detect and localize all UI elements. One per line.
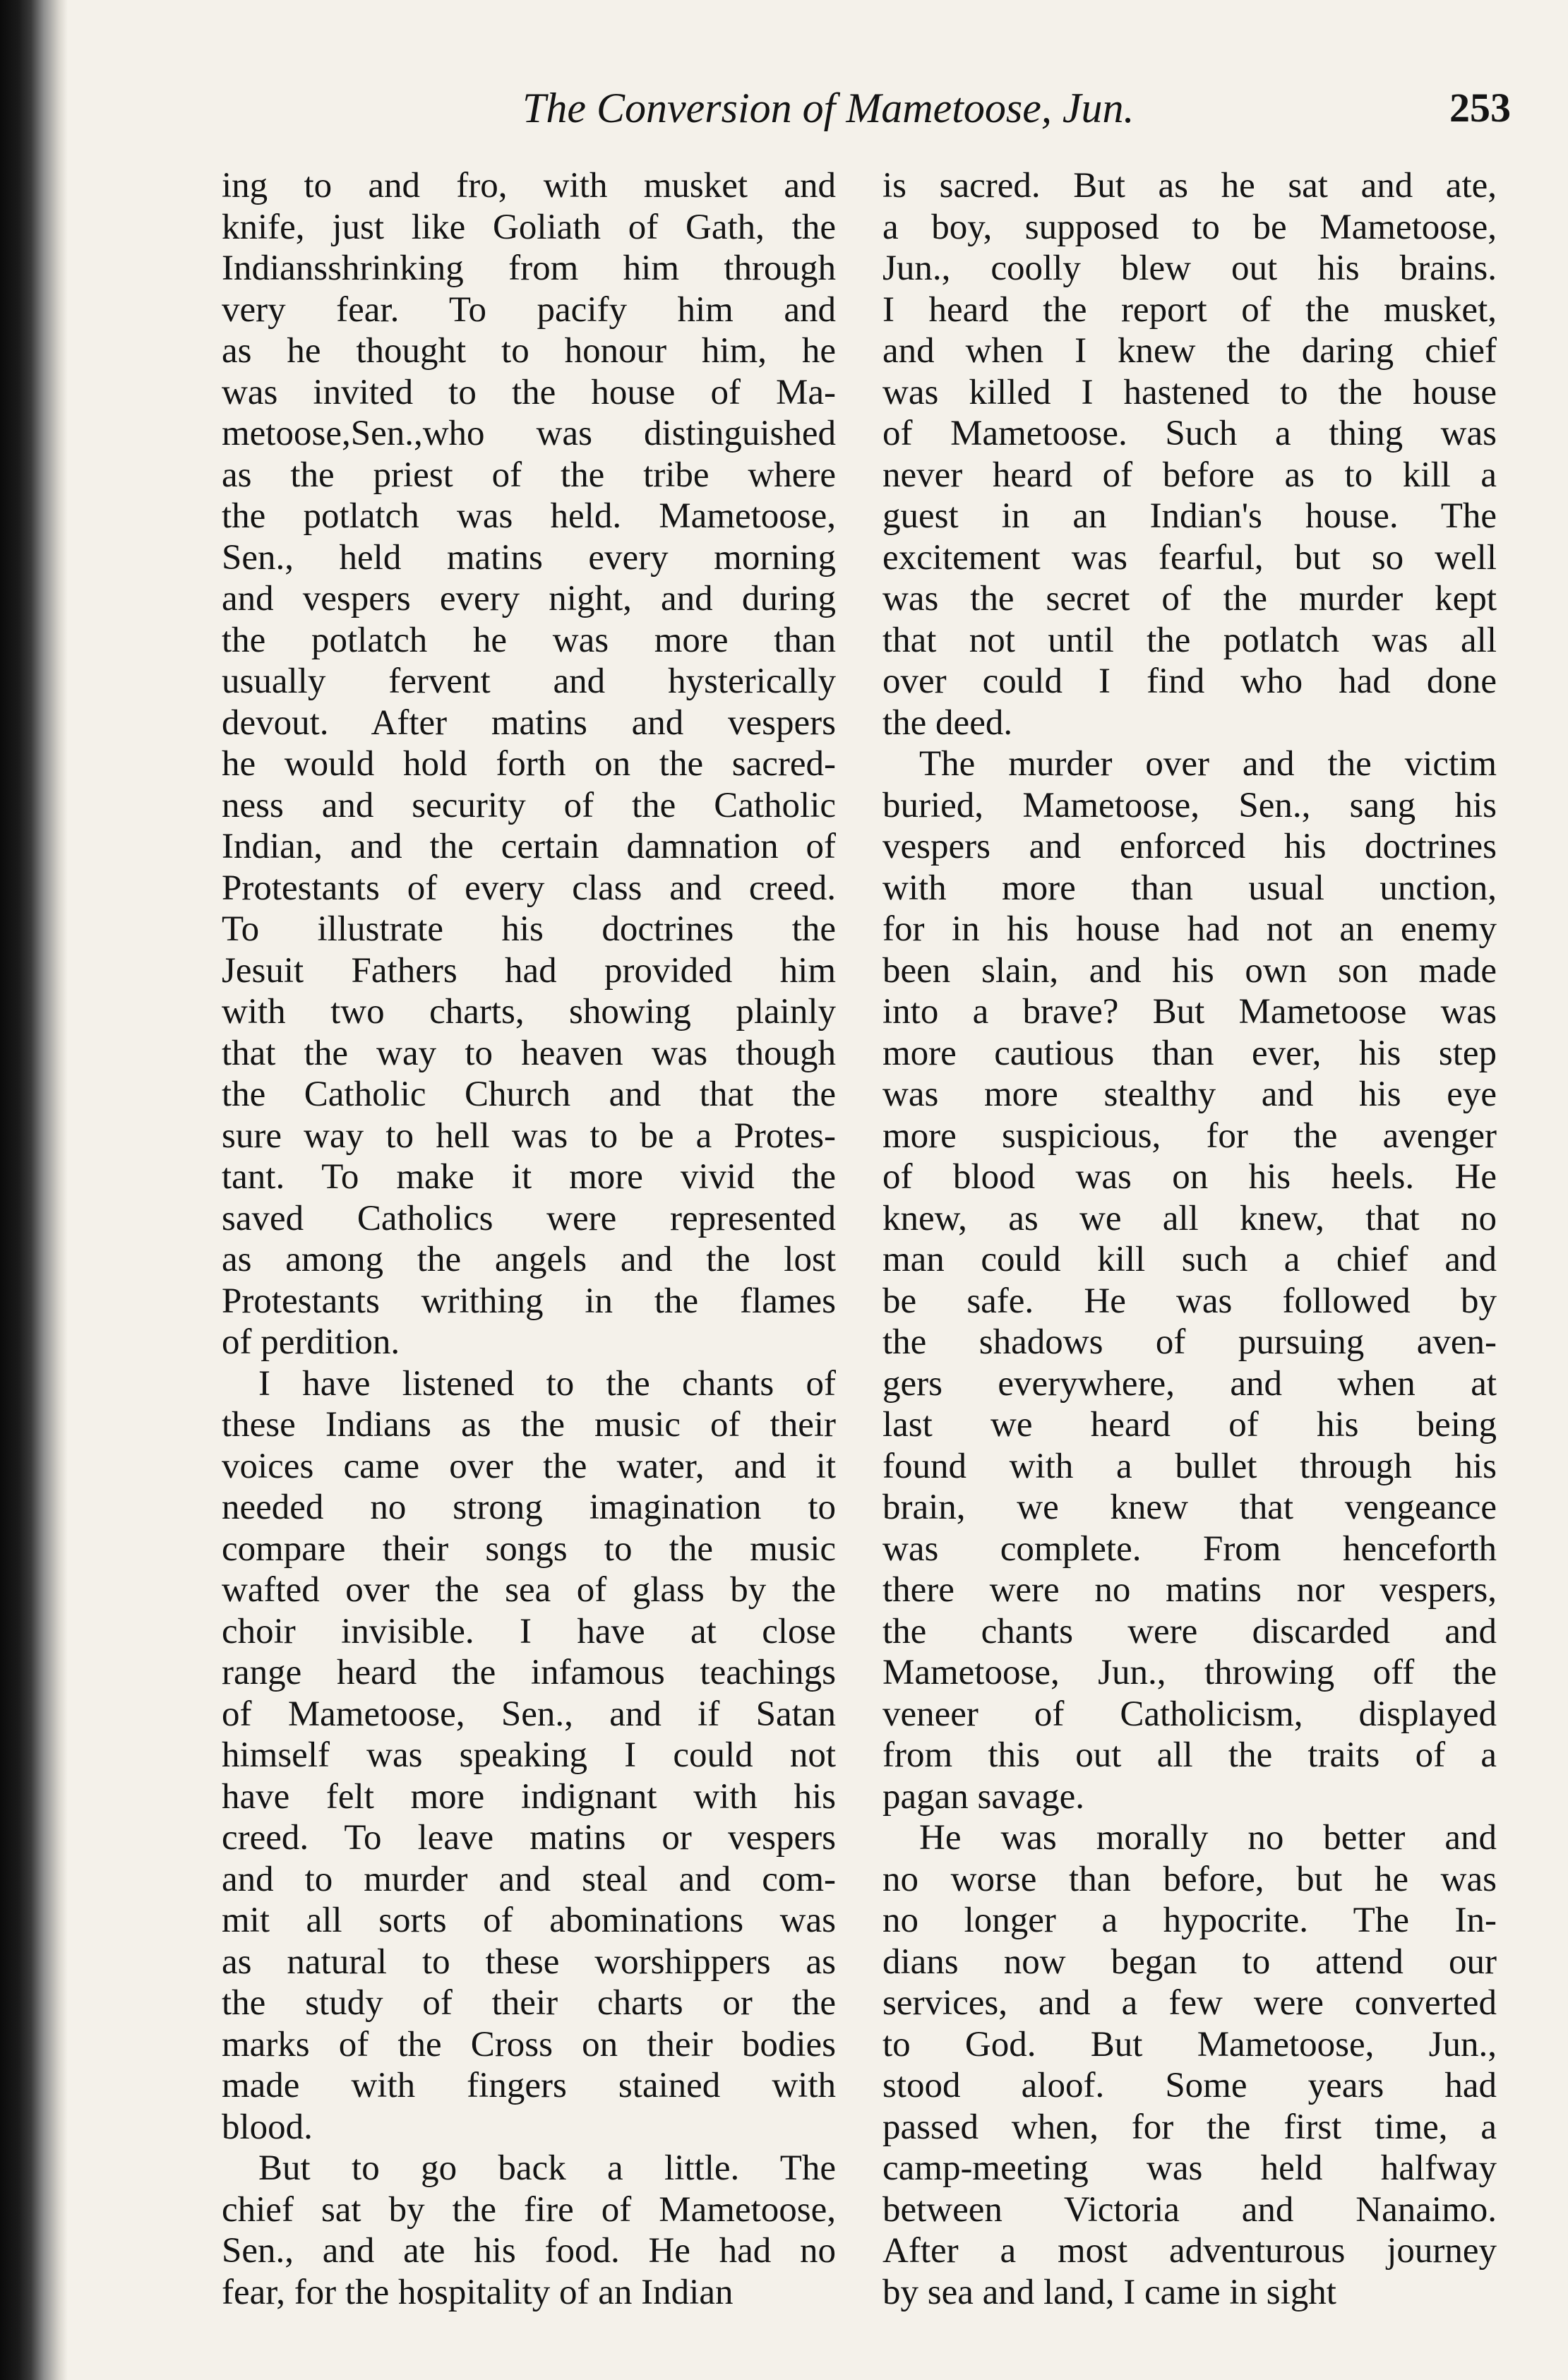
text-line: creed. To leave matins or vespers	[222, 1818, 836, 1858]
text-line: passed when, for the first time, a	[882, 2107, 1497, 2147]
right-text-column	[882, 165, 1497, 2313]
text-line: and when I knew the daring chief	[882, 331, 1497, 371]
text-line: into a brave? But Mametoose was	[882, 992, 1497, 1031]
text-line: very fear. To pacify him and	[222, 289, 836, 330]
text-line: of perdition.	[222, 1322, 400, 1362]
text-line: a boy, supposed to be Mametoose,	[882, 207, 1497, 247]
page-number: 253	[1449, 85, 1511, 131]
text-line: of blood was on his heels. He	[882, 1157, 1497, 1197]
text-line: of Mametoose, Sen., and if Satan	[222, 1694, 836, 1734]
text-line: services, and a few were converted	[882, 1983, 1497, 2023]
text-line: was killed I hastened to the house	[882, 372, 1497, 412]
text-line: been slain, and his own son made	[882, 950, 1497, 991]
text-line: have felt more indignant with his	[222, 1776, 836, 1817]
text-line: voices came over the water, and it	[222, 1446, 836, 1486]
text-line: Sen., held matins every morning	[222, 537, 836, 578]
text-line: man could kill such a chief and	[882, 1240, 1497, 1279]
text-line: tant. To make it more vivid the	[222, 1157, 836, 1197]
text-line: wafted over the sea of glass by the	[222, 1570, 836, 1610]
text-line: that the way to heaven was though	[222, 1033, 836, 1073]
text-line: himself was speaking I could not	[222, 1735, 836, 1775]
text-line: the potlatch he was more than	[222, 620, 836, 660]
text-line: as among the angels and the lost	[222, 1240, 836, 1279]
text-line: After a most adventurous journey	[882, 2231, 1497, 2271]
text-line: camp-meeting was held halfway	[882, 2148, 1497, 2188]
left-text-column	[222, 165, 836, 2313]
text-line: Indiansshrinking from him through	[222, 249, 836, 288]
text-line: of Mametoose. Such a thing was	[882, 414, 1497, 453]
text-line: ness and security of the Catholic	[222, 785, 836, 825]
text-line: marks of the Cross on their bodies	[222, 2024, 836, 2064]
text-line: metoose,Sen.,who was distinguished	[222, 414, 836, 453]
text-line: was more stealthy and his eye	[882, 1075, 1497, 1114]
text-line: was invited to the house of Ma-	[222, 372, 836, 412]
text-line: he would hold forth on the sacred-	[222, 744, 836, 784]
text-line: be safe. He was followed by	[882, 1281, 1497, 1321]
text-line: and vespers every night, and during	[222, 579, 836, 618]
text-line: more cautious than ever, his step	[882, 1033, 1497, 1073]
text-line: chief sat by the fire of Mametoose,	[222, 2189, 836, 2230]
text-line: to God. But Mametoose, Jun.,	[882, 2024, 1497, 2064]
text-line: the Catholic Church and that the	[222, 1075, 836, 1114]
text-line: was the secret of the murder kept	[882, 579, 1497, 618]
text-line: by sea and land, I came in sight	[882, 2272, 1336, 2312]
text-line: The murder over and the victim	[919, 744, 1497, 784]
text-line: with two charts, showing plainly	[222, 992, 836, 1031]
text-line: between Victoria and Nanaimo.	[882, 2189, 1497, 2230]
text-line: more suspicious, for the avenger	[882, 1116, 1497, 1156]
text-line: Mametoose, Jun., throwing off the	[882, 1653, 1497, 1692]
text-line: To illustrate his doctrines the	[222, 909, 836, 949]
text-line: the study of their charts or the	[222, 1983, 836, 2023]
text-line: from this out all the traits of a	[882, 1735, 1497, 1775]
text-line: Sen., and ate his food. He had no	[222, 2231, 836, 2271]
text-line: with more than usual unction,	[882, 868, 1497, 908]
text-line: knew, as we all knew, that no	[882, 1198, 1497, 1238]
text-line: found with a bullet through his	[882, 1446, 1497, 1486]
text-line: brain, we knew that vengeance	[882, 1488, 1497, 1527]
text-line: as he thought to honour him, he	[222, 331, 836, 371]
text-line: there were no matins nor vespers,	[882, 1570, 1497, 1610]
text-line: made with fingers stained with	[222, 2066, 836, 2105]
text-line: needed no strong imagination to	[222, 1488, 836, 1527]
text-line: compare their songs to the music	[222, 1529, 836, 1569]
text-line: excitement was fearful, but so well	[882, 537, 1497, 578]
text-line: the deed.	[882, 702, 1013, 743]
text-line: and to murder and steal and com-	[222, 1859, 836, 1899]
text-line: gers everywhere, and when at	[882, 1363, 1497, 1404]
text-line: dians now began to attend our	[882, 1942, 1497, 1982]
text-line: as the priest of the tribe where	[222, 455, 836, 495]
text-line: usually fervent and hysterically	[222, 662, 836, 701]
text-line: over could I find who had done	[882, 662, 1497, 701]
text-line: devout. After matins and vespers	[222, 702, 836, 743]
text-line: Protestants of every class and creed.	[222, 868, 836, 908]
text-line: fear, for the hospitality of an Indian	[222, 2272, 734, 2312]
text-line: as natural to these worshippers as	[222, 1942, 836, 1982]
text-line: Jun., coolly blew out his brains.	[882, 249, 1497, 288]
running-title: The Conversion of Mametoose, Jun.	[522, 85, 1135, 131]
text-line: range heard the infamous teachings	[222, 1653, 836, 1692]
text-line: the shadows of pursuing aven-	[882, 1322, 1497, 1362]
text-line: guest in an Indian's house. The	[882, 496, 1497, 536]
text-line: no longer a hypocrite. The In-	[882, 1901, 1497, 1940]
text-line: the potlatch was held. Mametoose,	[222, 496, 836, 536]
text-line: mit all sorts of abominations was	[222, 1901, 836, 1940]
text-line: for in his house had not an enemy	[882, 909, 1497, 949]
text-line: veneer of Catholicism, displayed	[882, 1694, 1497, 1734]
text-line: He was morally no better and	[919, 1818, 1497, 1858]
text-line: vespers and enforced his doctrines	[882, 827, 1497, 866]
text-line: these Indians as the music of their	[222, 1405, 836, 1445]
page-binding-edge	[0, 0, 68, 2380]
text-line: Jesuit Fathers had provided him	[222, 950, 836, 991]
text-line: I have listened to the chants of	[258, 1363, 836, 1404]
text-line: buried, Mametoose, Sen., sang his	[882, 785, 1497, 825]
text-line: no worse than before, but he was	[882, 1859, 1497, 1899]
text-line: I heard the report of the musket,	[882, 289, 1497, 330]
text-line: blood.	[222, 2107, 313, 2147]
text-line: saved Catholics were represented	[222, 1198, 836, 1238]
text-line: ing to and fro, with musket and	[222, 166, 836, 205]
text-line: the chants were discarded and	[882, 1611, 1497, 1651]
text-line: Indian, and the certain damnation of	[222, 827, 836, 866]
text-line: stood aloof. Some years had	[882, 2066, 1497, 2105]
page-header	[522, 76, 1511, 140]
text-line: But to go back a little. The	[258, 2148, 836, 2188]
text-line: was complete. From henceforth	[882, 1529, 1497, 1569]
text-line: last we heard of his being	[882, 1405, 1497, 1445]
text-line: knife, just like Goliath of Gath, the	[222, 207, 836, 247]
text-line: sure way to hell was to be a Protes-	[222, 1116, 836, 1156]
text-line: is sacred. But as he sat and ate,	[882, 166, 1497, 205]
text-line: that not until the potlatch was all	[882, 620, 1497, 660]
text-line: pagan savage.	[882, 1776, 1085, 1817]
text-line: never heard of before as to kill a	[882, 455, 1497, 495]
text-line: Protestants writhing in the flames	[222, 1281, 836, 1321]
text-line: choir invisible. I have at close	[222, 1611, 836, 1651]
